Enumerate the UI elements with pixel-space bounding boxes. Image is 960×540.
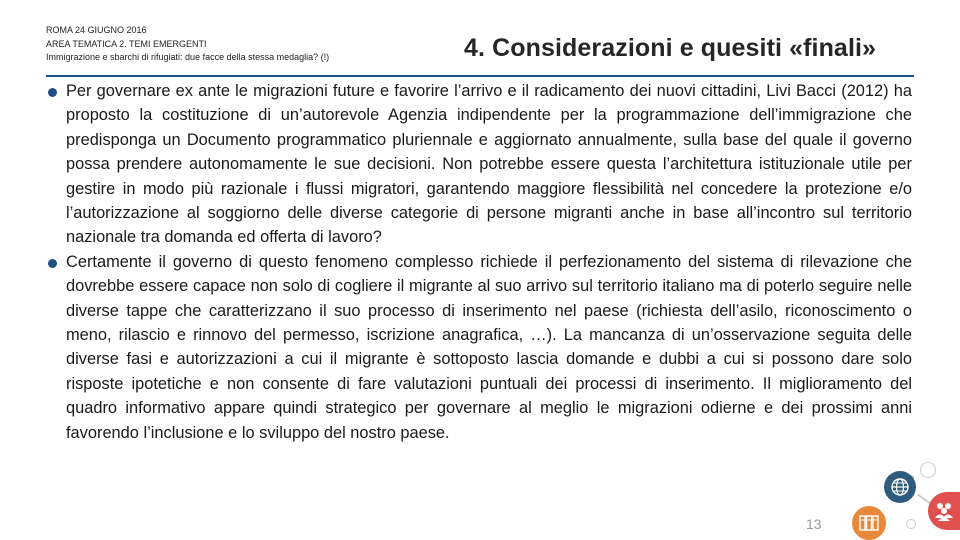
title-rule <box>46 75 914 77</box>
decor-ring <box>906 519 916 529</box>
bullet-text: Per governare ex ante le migrazioni future e favorire l’arrivo e il radicamento dei nuovi cittadini, Livi Bacci (2012) ha proposto la costituzione di un’autorevole Agenzia indipendente per la programmazione dell’immigrazione che predisponga un Documento programmatico pluriennale e aggiornato annualmente, sulla base del quale il governo possa prendere autonomamente le sue decisioni. Non potrebbe essere questa l’architettura istituzionale utile per gestire in modo più razionale i flussi migratori, garantendo maggiore flessibilità nel concedere la protezione e/o l’autorizzazione al soggiorno delle diverse categorie di persone migranti anche in base all’incontro sul territorio nazionale tra domanda ed offerta di lavoro? <box>66 82 912 247</box>
globe-icon <box>884 471 916 503</box>
decor-ring <box>920 462 936 478</box>
bullet-text: Certamente il governo di questo fenomeno complesso richiede il perfezionamento del sistema di rilevazione che dovrebbe essere capace non solo di cogliere il migrante al suo arrivo sul territorio italiano ma di poterlo seguire nelle diverse tappe che caratterizzano il suo processo di inserimento nel paese (richiesta dell’asilo, riconoscimento o meno, rilascio e rinnovo del permesso, iscrizione anagrafica, …). La mancanza di un’osservazione seguita delle diverse fasi e autorizzazioni a cui il migrante è sottoposto lascia domande e dubbi a cui si possono dare solo risposte ipotetiche e non consente di fare valutazioni puntuali dei processi di inserimento. Il miglioramento del quadro informativo appare quindi strategico per governare al meglio le migrazioni odierne e dei prossimi anni favorendo l’inclusione e lo sviluppo del nostro paese. <box>66 252 912 442</box>
header-meta <box>46 24 329 65</box>
header-area: AREA TEMATICA 2. TEMI EMERGENTI <box>46 38 207 49</box>
slide-title: 4. Considerazioni e quesiti «finali» <box>464 34 877 62</box>
page-number: 13 <box>806 516 822 532</box>
header-date: ROMA 24 GIUGNO 2016 <box>46 25 147 35</box>
bullet-dot <box>48 88 57 97</box>
bullet-dot <box>48 259 57 268</box>
bullet-item <box>46 79 912 250</box>
slide-body <box>46 79 912 445</box>
bullet-item <box>46 250 912 445</box>
people-icon <box>928 492 960 530</box>
books-icon <box>852 506 886 540</box>
header-subtitle: Immigrazione e sbarchi di rifugiati: due facce della stessa medaglia? (!) <box>46 52 330 62</box>
